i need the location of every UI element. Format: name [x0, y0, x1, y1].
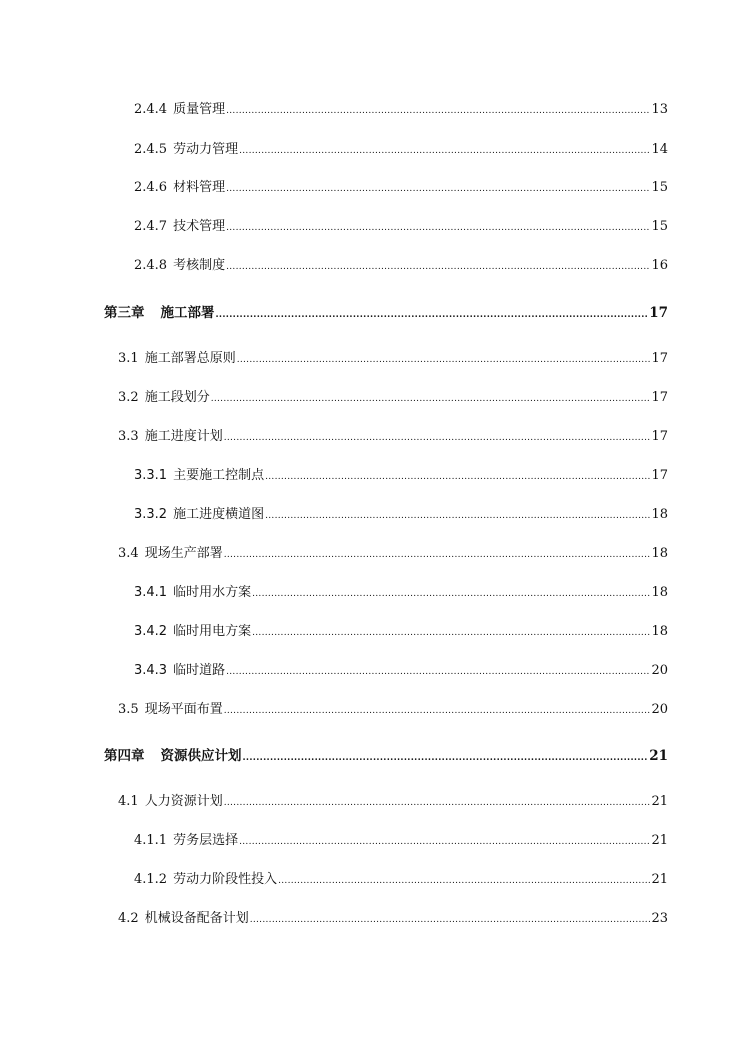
toc-entry-number: 3.4: [118, 546, 139, 561]
toc-entry-page: 21: [649, 748, 668, 764]
toc-chapter-title: 资源供应计划: [160, 748, 242, 764]
toc-entry-number: 3.2: [118, 390, 139, 405]
toc-entry-title: 人力资源计划: [144, 794, 223, 809]
toc-leader-dots: [226, 101, 650, 120]
toc-entry-title: 施工部署总原则: [144, 351, 236, 366]
toc-chapter-number: 第三章: [104, 305, 145, 321]
toc-entry-title: 劳务层选择: [173, 833, 239, 848]
toc-entry-number: 2.4.4: [134, 102, 168, 117]
toc-entry-title: 质量管理: [173, 102, 226, 117]
toc-entry-2-4-7[interactable]: [134, 218, 668, 237]
toc-leader-dots: [250, 910, 651, 929]
toc-entry-title: 施工进度计划: [144, 429, 223, 444]
toc-entry-number: 2.4.5: [134, 142, 168, 157]
toc-entry-page: 17: [651, 390, 668, 405]
toc-leader-dots: [239, 832, 650, 851]
toc-entry-page: 16: [651, 258, 668, 273]
toc-entry-title: 现场生产部署: [144, 546, 223, 561]
toc-entry-3-3-1[interactable]: [134, 467, 668, 486]
toc-entry-number: 3.5: [118, 702, 139, 717]
toc-entry-page: 18: [651, 507, 668, 522]
toc-chapter-title: 施工部署: [160, 305, 215, 321]
toc-leader-dots: [211, 389, 651, 408]
toc-leader-dots: [237, 350, 651, 369]
toc-entry-title: 主要施工控制点: [173, 468, 265, 483]
toc-leader-dots: [278, 871, 650, 890]
toc-leader-dots: [252, 623, 650, 642]
toc-leader-dots: [216, 304, 649, 324]
toc-entry-3-4-3[interactable]: [134, 662, 668, 681]
toc-entry-title: 临时道路: [173, 663, 226, 678]
toc-entry-number: 3.3.1: [134, 468, 168, 483]
toc-entry-3-3[interactable]: [118, 428, 668, 447]
toc-entry-3-3-2[interactable]: [134, 506, 668, 525]
toc-entry-page: 23: [651, 911, 668, 926]
toc-entry-page: 18: [651, 585, 668, 600]
toc-entry-4-1-2[interactable]: [134, 871, 668, 890]
toc-entry-page: 21: [651, 872, 668, 887]
toc-leader-dots: [265, 467, 650, 486]
toc-entry-number: 2.4.8: [134, 258, 168, 273]
toc-entry-title: 考核制度: [173, 258, 226, 273]
toc-entry-number: 4.2: [118, 911, 139, 926]
toc-entry-page: 20: [651, 702, 668, 717]
toc-entry-page: 17: [651, 468, 668, 483]
toc-entry-4-1-1[interactable]: [134, 832, 668, 851]
toc-entry-2-4-5[interactable]: [134, 141, 668, 160]
toc-entry-3-5[interactable]: [118, 701, 668, 720]
toc-leader-dots: [224, 428, 651, 447]
toc-leader-dots: [224, 545, 651, 564]
toc-entry-3-1[interactable]: [118, 350, 668, 369]
toc-entry-title: 机械设备配备计划: [144, 911, 249, 926]
toc-entry-title: 临时用水方案: [173, 585, 252, 600]
toc-entry-number: 4.1: [118, 794, 139, 809]
toc-chapter-number: 第四章: [104, 748, 145, 764]
toc-entry-4-1[interactable]: [118, 793, 668, 812]
toc-entry-2-4-8[interactable]: [134, 257, 668, 276]
toc-leader-dots: [226, 662, 650, 681]
toc-entry-page: 21: [651, 794, 668, 809]
toc-entry-title: 施工进度横道图: [173, 507, 265, 522]
toc-entry-page: 13: [651, 102, 668, 117]
toc-entry-page: 14: [651, 142, 668, 157]
toc-entry-title: 材料管理: [173, 180, 226, 195]
toc-entry-number: 3.1: [118, 351, 139, 366]
toc-entry-4-2[interactable]: [118, 910, 668, 929]
toc-leader-dots: [243, 747, 649, 767]
toc-entry-number: 2.4.6: [134, 180, 168, 195]
toc-entry-number: 3.3: [118, 429, 139, 444]
toc-entry-number: 4.1.2: [134, 872, 168, 887]
toc-entry-page: 17: [649, 305, 668, 321]
toc-entry-page: 20: [651, 663, 668, 678]
toc-entry-page: 15: [651, 219, 668, 234]
toc-entry-title: 临时用电方案: [173, 624, 252, 639]
toc-entry-number: 3.4.2: [134, 624, 168, 639]
toc-chapter-3[interactable]: [104, 304, 668, 324]
toc-entry-title: 现场平面布置: [144, 702, 223, 717]
toc-entry-number: 4.1.1: [134, 833, 168, 848]
toc-entry-number: 3.4.3: [134, 663, 168, 678]
toc-entry-page: 15: [651, 180, 668, 195]
toc-entry-number: 3.4.1: [134, 585, 168, 600]
toc-leader-dots: [265, 506, 650, 525]
toc-entry-3-4-1[interactable]: [134, 584, 668, 603]
toc-entry-page: 17: [651, 351, 668, 366]
toc-entry-number: 3.3.2: [134, 507, 168, 522]
toc-leader-dots: [239, 141, 650, 160]
toc-entry-page: 17: [651, 429, 668, 444]
toc-chapter-4[interactable]: [104, 747, 668, 767]
toc-leader-dots: [226, 179, 650, 198]
toc-entry-page: 21: [651, 833, 668, 848]
toc-leader-dots: [224, 701, 651, 720]
toc-entry-3-4[interactable]: [118, 545, 668, 564]
toc-entry-page: 18: [651, 624, 668, 639]
toc-entry-2-4-6[interactable]: [134, 179, 668, 198]
toc-entry-title: 施工段划分: [144, 390, 210, 405]
toc-entry-2-4-4[interactable]: [134, 101, 668, 120]
toc-entry-3-2[interactable]: [118, 389, 668, 408]
toc-leader-dots: [252, 584, 650, 603]
toc-entry-3-4-2[interactable]: [134, 623, 668, 642]
toc-entry-page: 18: [651, 546, 668, 561]
toc-entry-title: 技术管理: [173, 219, 226, 234]
toc-entry-title: 劳动力管理: [173, 142, 239, 157]
toc-entry-title: 劳动力阶段性投入: [173, 872, 278, 887]
toc-leader-dots: [224, 793, 651, 812]
toc-leader-dots: [226, 218, 650, 237]
toc-leader-dots: [226, 257, 650, 276]
toc-entry-number: 2.4.7: [134, 219, 168, 234]
